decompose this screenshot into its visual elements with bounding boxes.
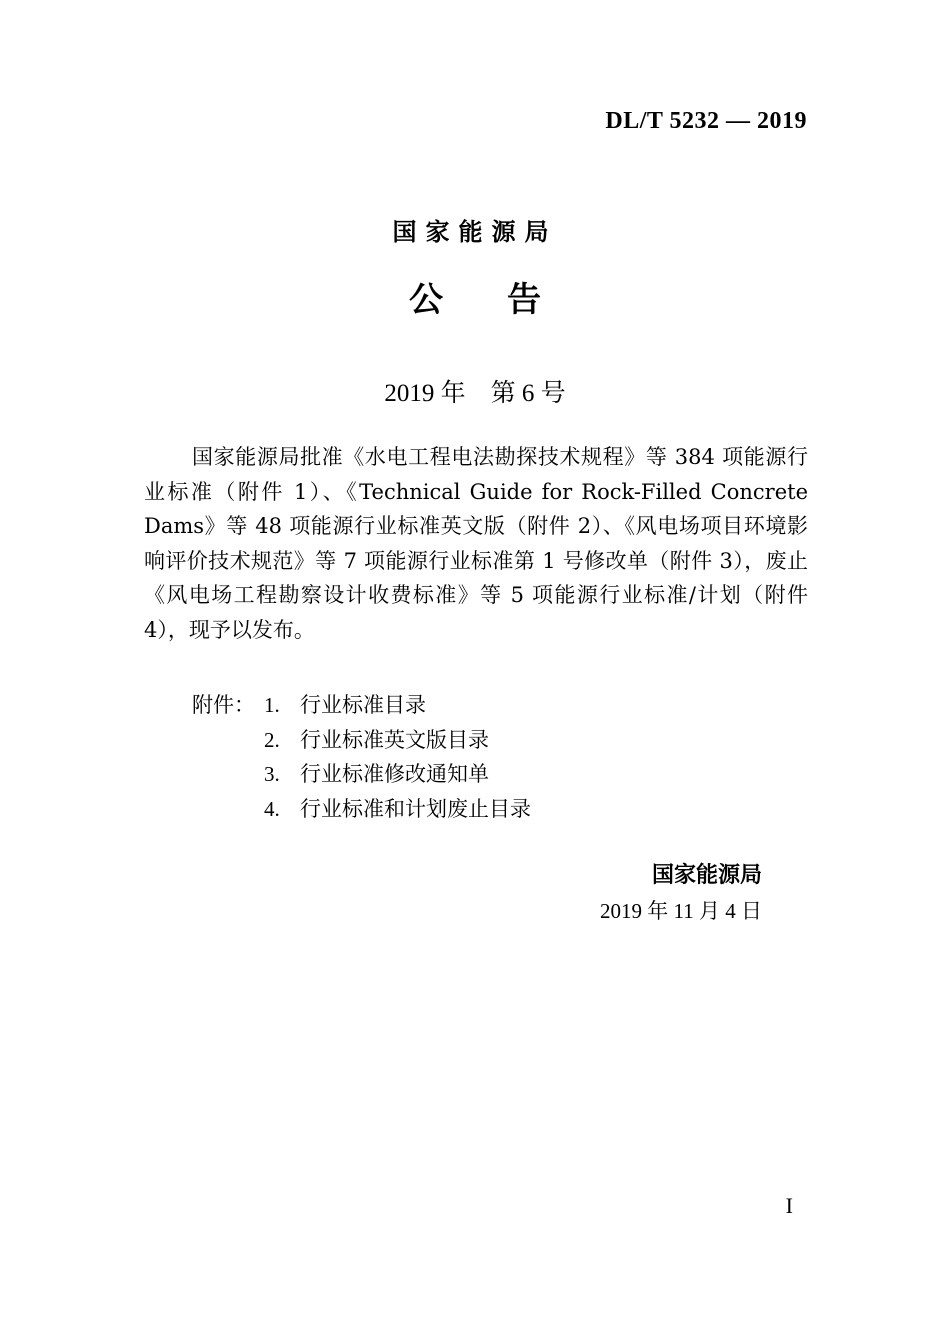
- attachment-lead: 附件：: [192, 693, 255, 717]
- page-number: I: [785, 1193, 793, 1218]
- signature-date: 2019 年 11 月 4 日: [600, 899, 762, 923]
- announcement-body: 国家能源局批准《水电工程电法勘探技术规程》等 384 项能源行业标准（附件 1）、《Technical Guide for Rock-Filled Concrete Dams》等 48 项能源行业标准英文版（附件 2）、《风电场项目环境影响评价技术规范》等 7 项能源行业标准第 1 号修改单（附件 3），废止《风电场工程勘察设计收费标准》等 5 项能源行业标准/计划（附件 4），现予以发布。: [144, 445, 808, 642]
- attachment-number: 2.: [264, 727, 280, 752]
- title-char-1: 公: [409, 280, 443, 320]
- announcement-number: 2019 年 第 6 号: [384, 380, 566, 407]
- attachment-list: [192, 688, 531, 826]
- document-code: DL/T 5232 — 2019: [605, 108, 807, 134]
- attachment-item: [192, 723, 531, 758]
- attachment-number: 4.: [264, 796, 280, 821]
- attachment-label: 行业标准修改通知单: [300, 762, 489, 787]
- title-char-2: 告: [507, 280, 541, 320]
- attachment-item: [192, 757, 531, 792]
- announcement-title: [0, 272, 950, 321]
- attachment-number: 3.: [264, 762, 280, 787]
- attachment-label: 行业标准和计划废止目录: [300, 796, 531, 821]
- attachment-label: 行业标准英文版目录: [300, 727, 489, 752]
- attachment-item: [192, 792, 531, 827]
- attachment-item: [192, 688, 531, 723]
- issuer-heading: 国家能源局: [392, 218, 558, 246]
- signature-org: 国家能源局: [651, 863, 762, 888]
- attachment-number: 1.: [264, 693, 280, 717]
- attachment-label: 行业标准目录: [300, 693, 426, 717]
